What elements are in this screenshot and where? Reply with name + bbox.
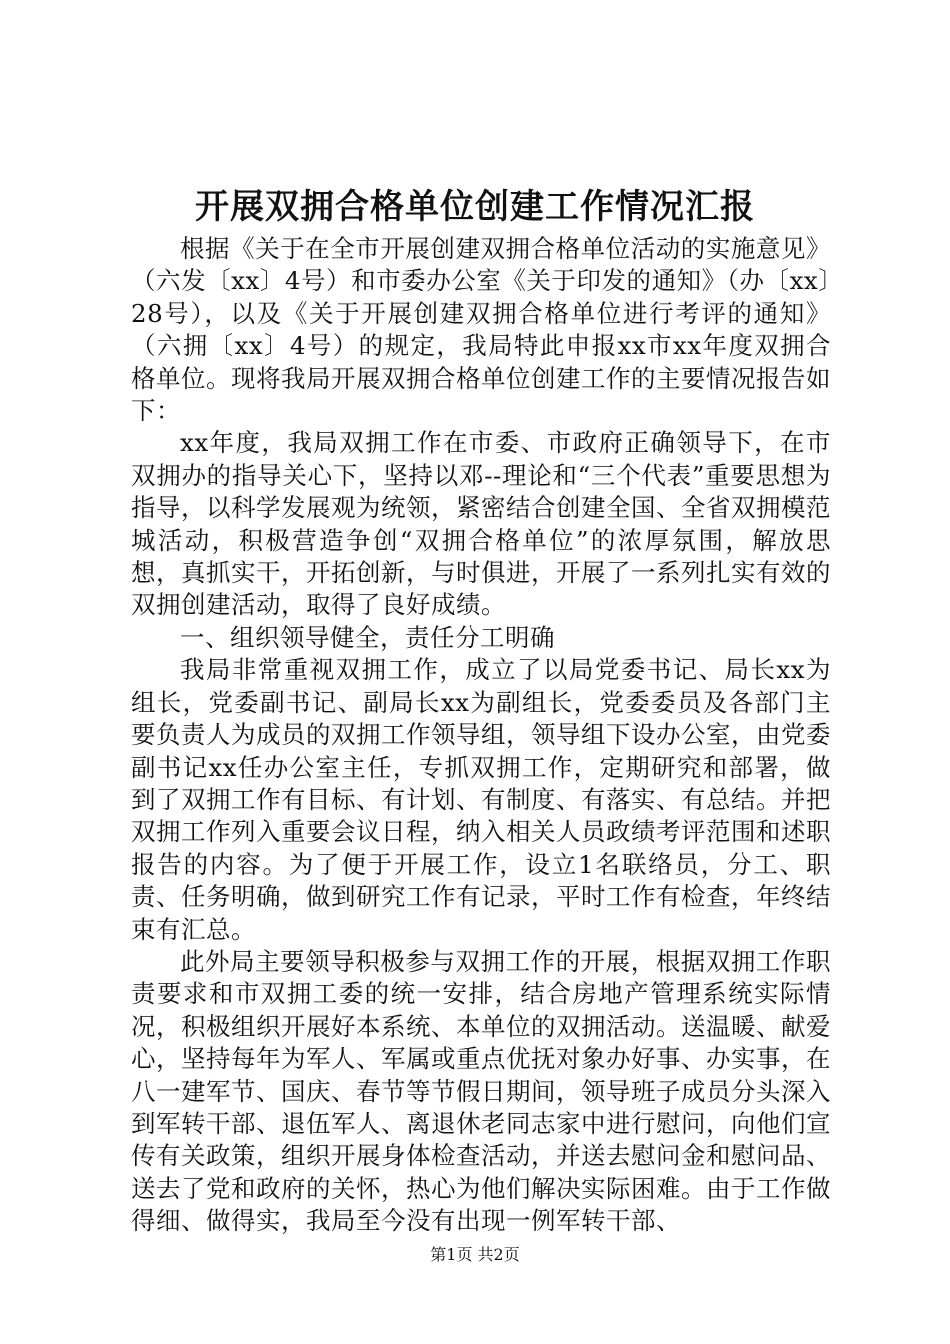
paragraph-intro: 根据《关于在全市开展创建双拥合格单位活动的实施意见》（六发〔xx〕4号）和市委办公室《关于印发的通知》（办〔xx〕28号），以及《关于开展创建双拥合格单位进行考评的通知》（六拥〔xx〕4号）的规定，我局特此申报xx市xx年度双拥合格单位。现将我局开展双拥合格单位创建工作的主要情况报告如下： bbox=[131, 234, 831, 426]
paragraph-activities: 此外局主要领导积极参与双拥工作的开展，根据双拥工作职责要求和市双拥工委的统一安排，结合房地产管理系统实际情况，积极组织开展好本系统、本单位的双拥活动。送温暖、献爱心，坚持每年为军人、军属或重点优抚对象办好事、办实事，在八一建军节、国庆、春节等节假日期间，领导班子成员分头深入到军转干部、退伍军人、离退休老同志家中进行慰问，向他们宣传有关政策，组织开展身体检查活动，并送去慰问金和慰问品、送去了党和政府的关怀，热心为他们解决实际困难。由于工作做得细、做得实，我局至今没有出现一例军转干部、 bbox=[131, 946, 831, 1236]
section-heading-1: 一、组织领导健全，责任分工明确 bbox=[180, 622, 555, 652]
document-title: 开展双拥合格单位创建工作情况汇报 bbox=[195, 187, 755, 227]
paragraph-organization: 我局非常重视双拥工作，成立了以局党委书记、局长xx为组长，党委副书记、副局长xx为副组长，党委委员及各部门主要负责人为成员的双拥工作领导组，领导组下设办公室，由党委副书记xx任办公室主任，专抓双拥工作，定期研究和部署，做到了双拥工作有目标、有计划、有制度、有落实、有总结。并把双拥工作列入重要会议日程，纳入相关人员政绩考评范围和述职报告的内容。为了便于开展工作，设立1名联络员，分工、职责、任务明确，做到研究工作有记录，平时工作有检查，年终结束有汇总。 bbox=[131, 655, 831, 944]
document-body bbox=[131, 233, 831, 1238]
page-number-footer: 第1页 共2页 bbox=[430, 1245, 520, 1264]
paragraph-overview: xx年度，我局双拥工作在市委、市政府正确领导下，在市双拥办的指导关心下，坚持以邓--理论和“三个代表”重要思想为指导，以科学发展观为统领，紧密结合创建全国、全省双拥模范城活动，积极营造争创“双拥合格单位”的浓厚氛围，解放思想，真抓实干，开拓创新，与时俱进，开展了一系列扎实有效的双拥创建活动，取得了良好成绩。 bbox=[131, 428, 831, 620]
